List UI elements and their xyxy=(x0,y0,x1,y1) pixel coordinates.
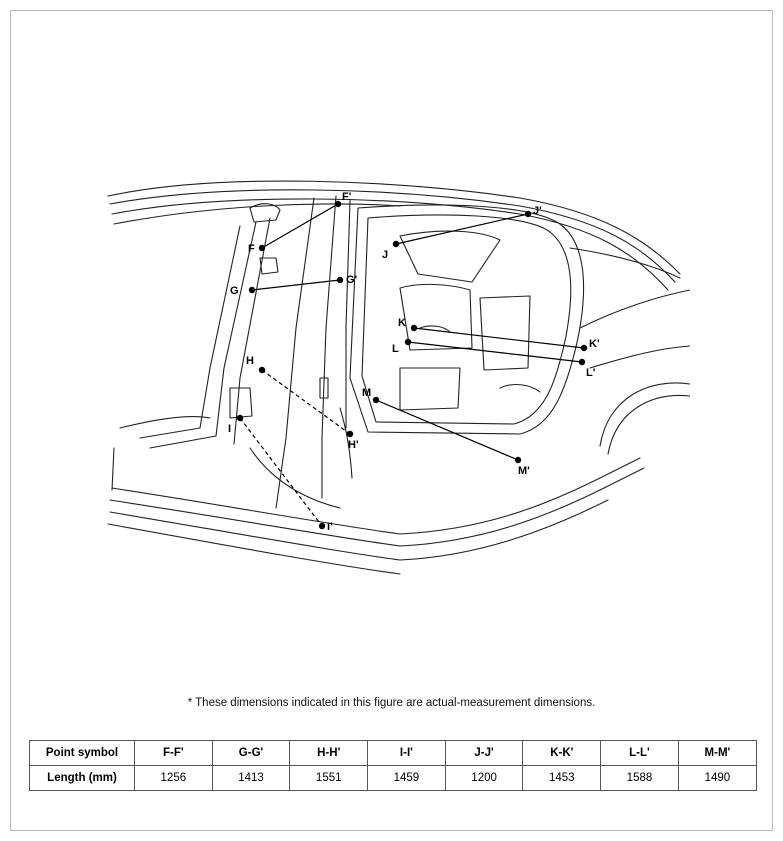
measurement-point-j-start xyxy=(393,241,399,247)
measurement-point-g-start xyxy=(249,287,255,293)
point-label-h-end: H' xyxy=(348,439,359,451)
measurement-point-m-end xyxy=(515,457,521,463)
point-label-f-end: F' xyxy=(342,191,352,203)
measurement-point-i-start xyxy=(237,415,243,421)
table-row-point-symbol xyxy=(30,741,757,766)
cell-symbol-f: F-F' xyxy=(135,741,213,766)
point-label-h-start: H xyxy=(246,355,254,367)
point-label-m-start: M xyxy=(362,387,372,399)
measurement-point-l-end xyxy=(579,359,585,365)
measurement-line-h xyxy=(262,370,350,434)
point-label-g-start: G xyxy=(230,285,239,297)
measurement-point-j-end xyxy=(525,211,531,217)
table-row-length xyxy=(30,766,757,791)
cell-length-m: 1490 xyxy=(678,766,756,791)
cell-symbol-k: K-K' xyxy=(523,741,601,766)
point-label-k-end: K' xyxy=(589,338,600,350)
point-label-i-end: I' xyxy=(327,521,333,533)
figure-note: * These dimensions indicated in this figure are actual-measurement dimensions. xyxy=(187,697,596,709)
measurement-point-f-end xyxy=(335,201,341,207)
measurement-labels xyxy=(228,191,600,533)
measurement-point-h-end xyxy=(347,431,353,437)
measurement-line-g xyxy=(252,280,340,290)
measurement-point-f-start xyxy=(259,245,265,251)
point-label-k-start: K xyxy=(398,317,406,329)
point-label-j-end: J' xyxy=(533,205,542,217)
cell-length-i: 1459 xyxy=(368,766,446,791)
cell-length-h: 1551 xyxy=(290,766,368,791)
measurement-point-m-start xyxy=(373,397,379,403)
body-side-figure xyxy=(100,178,690,588)
point-label-j-start: J xyxy=(382,249,389,261)
cell-symbol-m: M-M' xyxy=(678,741,756,766)
measurement-point-h-start xyxy=(259,367,265,373)
measurement-point-g-end xyxy=(337,277,343,283)
measurement-line-k xyxy=(414,328,584,348)
cell-length-j: 1200 xyxy=(445,766,523,791)
measurement-line-f xyxy=(262,204,338,248)
measurement-point-i-end xyxy=(319,523,325,529)
cell-symbol-i: I-I' xyxy=(368,741,446,766)
cell-length-l: 1588 xyxy=(601,766,679,791)
measurement-line-m xyxy=(376,400,518,460)
row-header-point-symbol: Point symbol xyxy=(30,741,135,766)
vehicle-body-side-drawing xyxy=(100,178,690,588)
cell-symbol-g: G-G' xyxy=(212,741,290,766)
point-label-g-end: G' xyxy=(346,274,358,286)
dimension-table xyxy=(29,740,757,791)
measurement-lines xyxy=(240,204,584,526)
cell-length-f: 1256 xyxy=(135,766,213,791)
cell-length-k: 1453 xyxy=(523,766,601,791)
cell-symbol-h: H-H' xyxy=(290,741,368,766)
cell-length-g: 1413 xyxy=(212,766,290,791)
measurement-points xyxy=(237,201,587,529)
point-label-m-end: M' xyxy=(518,465,530,477)
measurement-point-k-end xyxy=(581,345,587,351)
cell-symbol-l: L-L' xyxy=(601,741,679,766)
point-label-l-start: L xyxy=(392,343,399,355)
measurement-point-l-start xyxy=(405,339,411,345)
body-outline xyxy=(108,181,690,574)
cell-symbol-j: J-J' xyxy=(445,741,523,766)
point-label-i-start: I xyxy=(228,423,232,435)
measurement-line-j xyxy=(396,214,528,244)
row-header-length: Length (mm) xyxy=(30,766,135,791)
measurement-point-k-start xyxy=(411,325,417,331)
point-label-l-end: L' xyxy=(586,367,596,379)
point-label-f-start: F xyxy=(248,243,255,255)
